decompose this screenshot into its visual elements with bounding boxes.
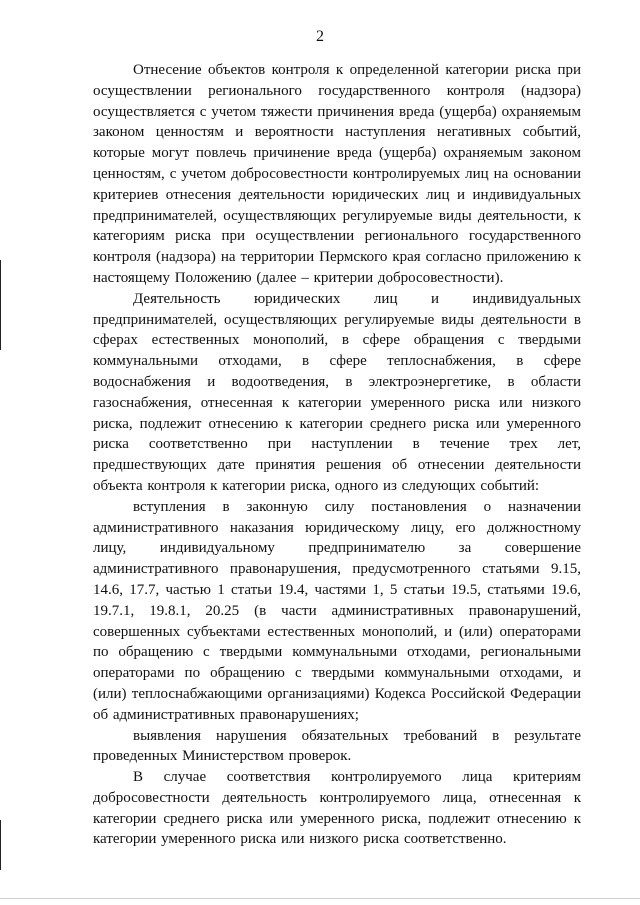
- scan-edge-mark-bottom: [0, 820, 1, 870]
- paragraph-risk-assignment: Отнесение объектов контроля к определенной категории риска при осуществлении регионального государственного контроля (надзора) осуществляется с учетом тяжести причинения вреда (ущерба) охраняемым законом ценностям и вероятности наступления негативных событий, которые могут повлечь причинение вреда (ущерба) охраняемым законом ценностям, с учетом добросовестности контролируемых лиц на основании критериев отнесения деятельности юридических лиц и индивидуальных предпринимателей, осуществляющих регулируемые виды деятельности, к категориям риска при осуществлении регионального государственного контроля (надзора) на территории Пермского края согласно приложению к настоящему Положению (далее – критерии добросовестности).: [93, 62, 581, 286]
- page-number: 2: [316, 28, 324, 45]
- scan-bottom-edge: [0, 898, 640, 899]
- document-body: [93, 60, 581, 850]
- paragraph-activity-categories: Деятельность юридических лиц и индивидуальных предпринимателей, осуществляющих регулируемые виды деятельности в сферах естественных монополий, в сфере обращения с твердыми коммунальными отходами, в сфере теплоснабжения, в сфере водоснабжения и водоотведения, в электроэнергетике, в области газоснабжения, отнесенная к категории умеренного риска или низкого риска, подлежит отнесению к категории среднего риска или умеренного риска соответственно при наступлении в течение трех лет, предшествующих дате принятия решения об отнесении деятельности объекта контроля к категории риска, одного из следующих событий:: [93, 290, 581, 494]
- scan-edge-mark-top: [0, 260, 1, 350]
- paragraph-event-penalty: вступления в законную силу постановления о назначении административного наказания юридическому лицу, его должностному лицу, индивидуальному предпринимателю за совершение административного правонарушения, предусмотренного статьями 9.15, 14.6, 17.7, частью 1 статьи 19.4, частями 1, 5 статьи 19.5, статьями 19.6, 19.7.1, 19.8.1, 20.25 (в части административных правонарушений, совершенных субъектами естественных монополий, и (или) операторами по обращению с твердыми коммунальными отходами, региональными операторами по обращению с твердыми коммунальными отходами, и (или) теплоснабжающими организациями) Кодекса Российской Федерации об административных правонарушениях;: [93, 498, 581, 723]
- paragraph-good-faith: В случае соответствия контролируемого лица критериям добросовестности деятельность контролируемого лица, отнесенная к категории среднего риска или умеренного риска, подлежит отнесению к категории умеренного риска или низкого риска соответственно.: [93, 769, 581, 848]
- paragraph-event-inspection: выявления нарушения обязательных требований в результате проведенных Министерством проверок.: [93, 727, 581, 765]
